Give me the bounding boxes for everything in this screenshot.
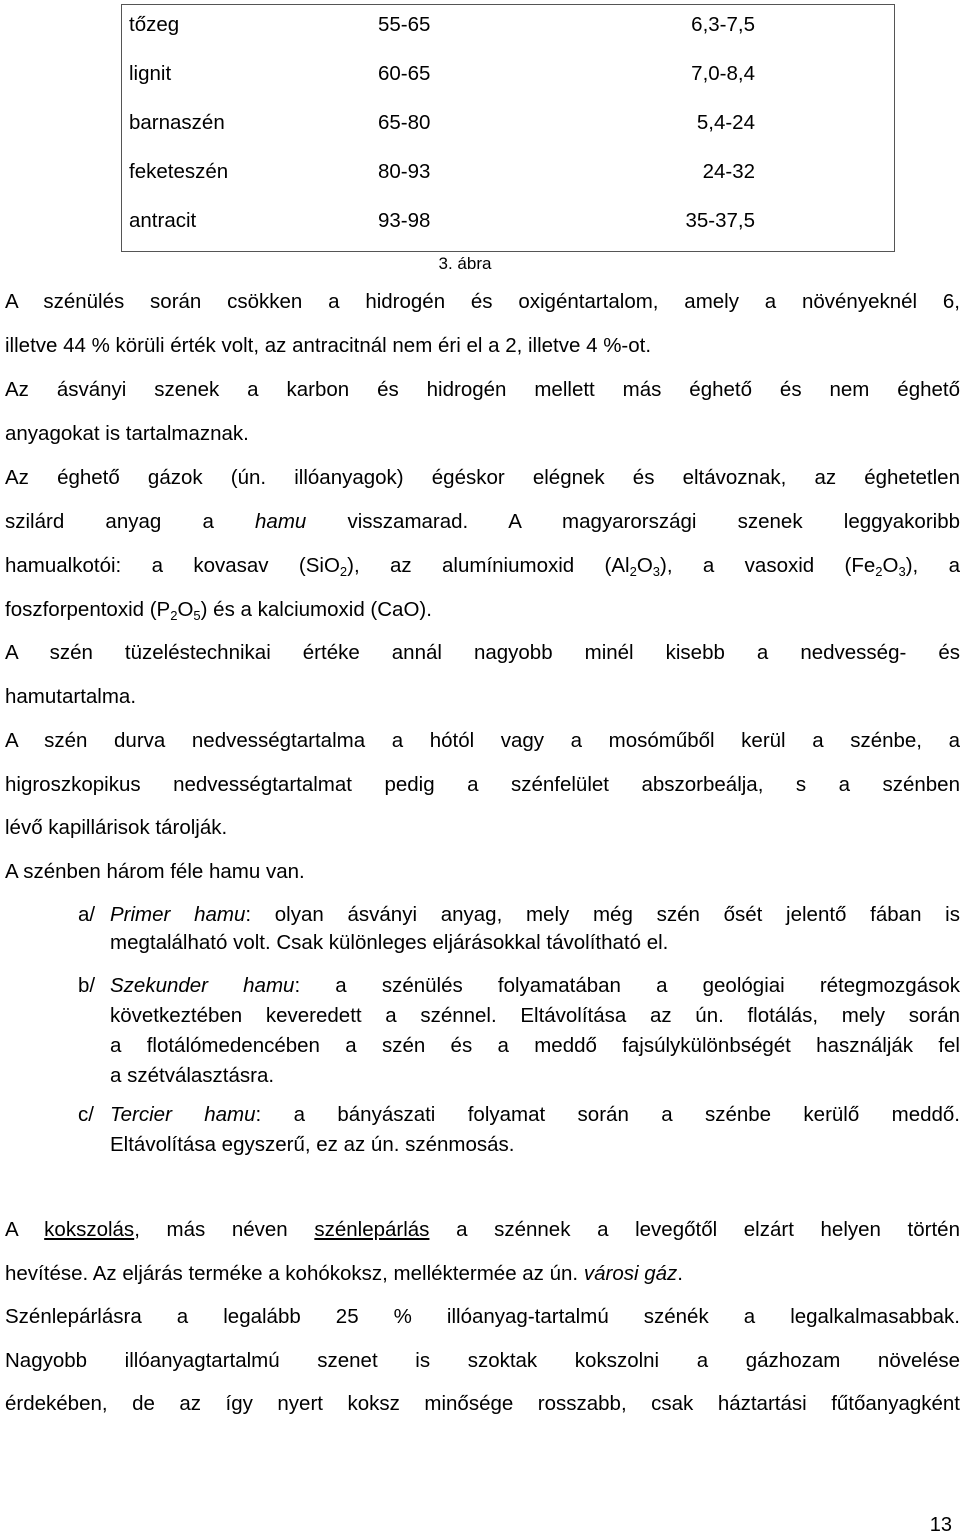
table-cell: 24-32 bbox=[702, 160, 755, 183]
text-line: A szén durva nedvességtartalma a hótól vagy a mosóműből kerül a szénbe, a bbox=[5, 729, 960, 752]
italic-term: Szekunder hamu bbox=[110, 974, 295, 997]
underlined-term: kokszolás bbox=[44, 1218, 135, 1241]
text-line: A kokszolás, más néven szénlepárlás a szénnek a levegőtől elzárt helyen történ bbox=[5, 1218, 960, 1241]
text-line: hamualkotói: a kovasav (SiO$_2$), az alumíniumoxid $(Al_2O_3)$, a vasoxid $(Fe_2O_3)$, a bbox=[5, 554, 960, 579]
table-cell: 5,4-24 bbox=[696, 111, 755, 134]
text-line: A szénülés során csökken a hidrogén és oxigéntartalom, amely a növényeknél 6, bbox=[5, 290, 960, 313]
underlined-term: szénlepárlás bbox=[314, 1218, 430, 1241]
table-cell: barnaszén bbox=[129, 111, 225, 134]
text-line: hamutartalma. bbox=[5, 685, 137, 708]
figure-caption: 3. ábra bbox=[438, 254, 492, 273]
table-cell: 80-93 bbox=[378, 160, 431, 183]
table-row bbox=[122, 62, 894, 92]
italic-term: Tercier hamu bbox=[110, 1103, 256, 1126]
text-line: foszforpentoxid $(P_2O_5)$ és a kalciumoxid (CaO). bbox=[5, 598, 432, 623]
table-cell: antracit bbox=[129, 209, 197, 232]
table-row bbox=[122, 111, 894, 141]
text-line: Eltávolítása egyszerű, ez az ún. szénmosás. bbox=[110, 1133, 515, 1156]
text-line: szilárd anyag a hamu visszamarad. A magyarországi szenek leggyakoribb bbox=[5, 510, 960, 533]
text-line: illetve 44 % körüli érték volt, az antracitnál nem éri el a 2, illetve 4 %-ot. bbox=[5, 334, 652, 357]
text-line: hevítése. Az eljárás terméke a kohókoksz, melléktermée az ún. városi gáz. bbox=[5, 1262, 683, 1285]
list-marker: c/ bbox=[78, 1103, 94, 1126]
italic-term: hamu bbox=[255, 510, 307, 533]
table-cell: 35-37,5 bbox=[685, 209, 755, 232]
table-row bbox=[122, 160, 894, 190]
text-line: Szénlepárlásra a legalább 25 % illóanyag-tartalmú szénék a legalkalmasabbak. bbox=[5, 1305, 960, 1328]
table-cell: 93-98 bbox=[378, 209, 431, 232]
text-line: megtalálható volt. Csak különleges eljárásokkal távolítható el. bbox=[110, 931, 669, 954]
text-line: A szénben három féle hamu van. bbox=[5, 860, 305, 883]
list-marker: a/ bbox=[78, 903, 96, 926]
list-marker: b/ bbox=[78, 974, 96, 997]
italic-term: városi gáz bbox=[583, 1262, 678, 1285]
table-cell: 6,3-7,5 bbox=[691, 13, 755, 36]
table-row bbox=[122, 13, 894, 43]
table-cell: tőzeg bbox=[129, 13, 180, 36]
list-item: Primer hamu: olyan ásványi anyag, mely még szén ősét jelentő fában is bbox=[110, 903, 960, 926]
table-cell: 65-80 bbox=[378, 111, 431, 134]
coal-table bbox=[121, 4, 895, 252]
table-cell: lignit bbox=[129, 62, 172, 85]
text-line: higroszkopikus nedvességtartalmat pedig a szénfelület abszorbeálja, s a szénben bbox=[5, 773, 960, 796]
text-line: érdekében, de az így nyert koksz minősége rosszabb, csak háztartási fűtőanyagként bbox=[5, 1392, 960, 1415]
text-line: a szétválasztásra. bbox=[110, 1064, 275, 1087]
text-line: anyagokat is tartalmaznak. bbox=[5, 422, 249, 445]
table-cell: 60-65 bbox=[378, 62, 431, 85]
text-line: következtében keveredett a szénnel. Eltávolítása az ún. flotálás, mely során bbox=[110, 1004, 960, 1027]
page-number: 13 bbox=[929, 1514, 952, 1536]
table-row bbox=[122, 209, 894, 239]
table-cell: 7,0-8,4 bbox=[691, 62, 755, 85]
table-cell: feketeszén bbox=[129, 160, 229, 183]
italic-term: Primer hamu bbox=[110, 903, 246, 926]
list-item: Tercier hamu: a bányászati folyamat során a szénbe kerülő meddő. bbox=[110, 1103, 960, 1126]
text-line: Az éghető gázok (ún. illóanyagok) égéskor elégnek és eltávoznak, az éghetetlen bbox=[5, 466, 960, 489]
text-line: Az ásványi szenek a karbon és hidrogén mellett más éghető és nem éghető bbox=[5, 378, 960, 401]
list-item: Szekunder hamu: a szénülés folyamatában a geológiai rétegmozgások bbox=[110, 974, 960, 997]
text-line: Nagyobb illóanyagtartalmú szenet is szoktak kokszolni a gázhozam növelése bbox=[5, 1349, 960, 1372]
text-line: lévő kapillárisok tárolják. bbox=[5, 816, 228, 839]
text-line: A szén tüzeléstechnikai értéke annál nagyobb minél kisebb a nedvesség- és bbox=[5, 641, 960, 664]
text-line: a flotálómedencében a szén és a meddő fajsúlykülönbségét használják fel bbox=[110, 1034, 960, 1057]
table-cell: 55-65 bbox=[378, 13, 431, 36]
